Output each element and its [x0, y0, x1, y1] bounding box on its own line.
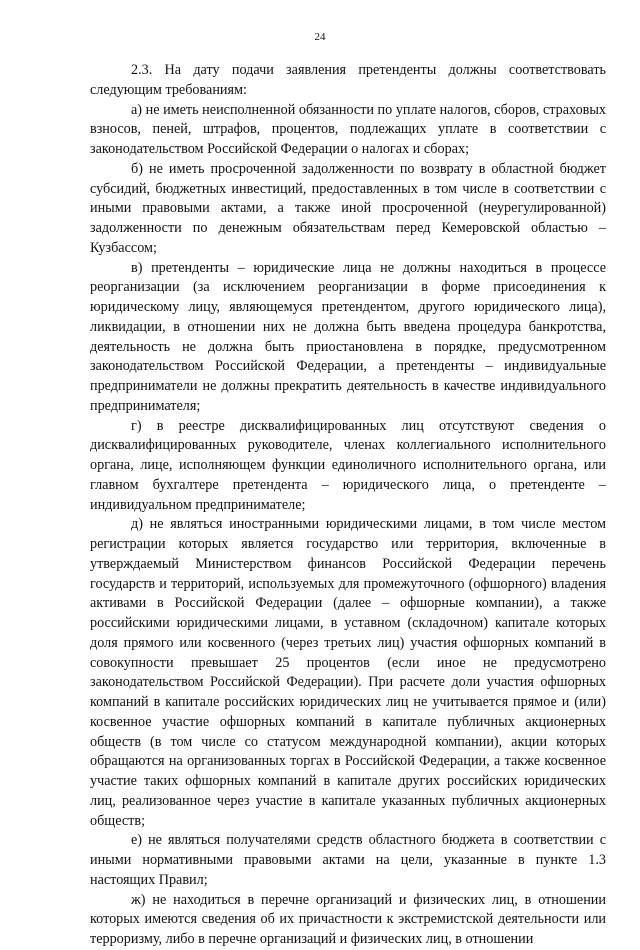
paragraph-a: а) не иметь неисполненной обязанности по уплате налогов, сборов, страховых взносов, пеней, штрафов, процентов, подлежащих уплате в соответствии с законодательством Российской Федерации о налогах и сборах; [90, 101, 606, 157]
paragraph-d: д) не являться иностранными юридическими лицами, в том числе местом регистрации которых является государство или территория, включенные в утверждаемый Министерством финансов Российской Федерации перечень государств и территорий, используемых для промежуточного (офшорного) владения активами в Российской Федерации (далее – офшорные компании), а также российскими юридическими лицами, в уставном (складочном) капитале которых доля прямого или косвенного (через третьих лиц) участия офшорных компаний в совокупности превышает 25 процентов (если иное не предусмотрено законодательством Российской Федерации). При расчете доли участия офшорных компаний в капитале российских юридических лиц не учитывается прямое и (или) косвенное участие офшорных компаний в капитале публичных акционерных обществ (в том числе со статусом международной компании), акции которых обращаются на организованных торгах в Российской Федерации, а также косвенное участие таких офшорных компаний в капитале других российских юридических лиц, реализованное через участие в капитале указанных публичных акционерных обществ; [90, 516, 606, 829]
paragraph-zh: ж) не находиться в перечне организаций и физических лиц, в отношении которых имеются сведения об их причастности к экстремистской деятельности или терроризму, либо в перечне организаций и физических лиц, в отношении [90, 891, 606, 947]
page-number: 24 [314, 31, 326, 43]
paragraph-2-3: 2.3. На дату подачи заявления претенденты должны соответствовать следующим требованиям: [90, 62, 606, 98]
paragraph-v: в) претенденты – юридические лица не должны находиться в процессе реорганизации (за исключением реорганизации в форме присоединения к юридическому лицу, являющемуся претендентом, другого юридического лица), ликвидации, в отношении них не должна быть введена процедура банкротства, деятельность не должна быть приостановлена в порядке, предусмотренном законодательством Российской Федерации, а претенденты – индивидуальные предприниматели не должны прекратить деятельность в качестве индивидуального предпринимателя; [90, 259, 606, 414]
paragraph-e: е) не являться получателями средств областного бюджета в соответствии с иными нормативными правовыми актами на цели, указанные в пункте 1.3 настоящих Правил; [90, 832, 606, 888]
paragraph-g: г) в реестре дисквалифицированных лиц отсутствуют сведения о дисквалифицированных руководителе, членах коллегиального исполнительного органа, лице, исполняющем функции единоличного исполнительного органа, или главном бухгалтере претендента – юридического лица, о претенденте – индивидуальном предпринимателе; [90, 417, 606, 513]
document-body [90, 61, 606, 950]
paragraph-b: б) не иметь просроченной задолженности по возврату в областной бюджет субсидий, бюджетных инвестиций, предоставленных в том числе в соответствии с иными правовыми актами, а также иной просроченной (неурегулированной) задолженности по денежным обязательствам перед Кемеровской областью – Кузбассом; [90, 160, 606, 256]
